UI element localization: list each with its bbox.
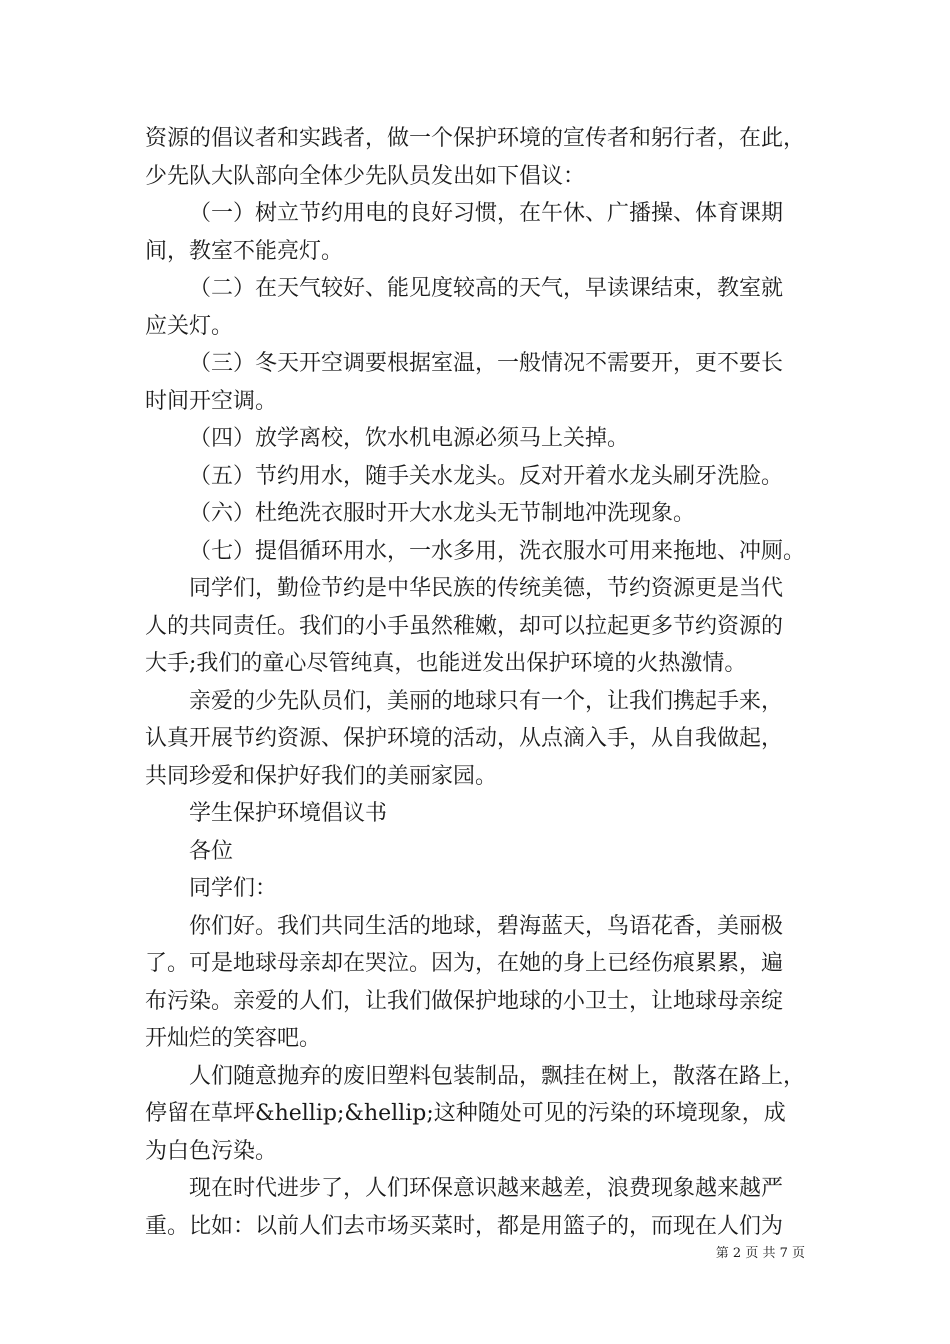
text-line: 重。比如：以前人们去市场买菜时，都是用篮子的，而现在人们为: [145, 1213, 784, 1239]
document-body: [145, 120, 815, 1245]
page-number-footer: 第 2 页 共 7 页: [715, 1246, 805, 1261]
text-line: 各位: [189, 838, 234, 864]
text-line: 时间开空调。: [145, 388, 278, 414]
text-line: 人的共同责任。我们的小手虽然稚嫩，却可以拉起更多节约资源的: [145, 613, 784, 639]
paragraph-text: [145, 120, 815, 1245]
text-line: （二）在天气较好、能见度较高的天气，早读课结束，教室就: [189, 276, 784, 301]
text-line: 少先队大队部向全体少先队员发出如下倡议：: [145, 163, 586, 189]
text-line: 共同珍爱和保护好我们的美丽家园。: [145, 763, 498, 789]
text-line: 认真开展节约资源、保护环境的活动，从点滴入手，从自我做起，: [145, 726, 784, 751]
text-line: 应关灯。: [145, 313, 234, 339]
text-line: （三）冬天开空调要根据室温，一般情况不需要开，更不要长: [189, 351, 784, 376]
text-line: 现在时代进步了，人们环保意识越来越差，浪费现象越来越严: [189, 1176, 784, 1201]
text-line: 同学们：: [189, 876, 278, 901]
text-line: （一）树立节约用电的良好习惯，在午休、广播操、体育课期: [189, 201, 784, 226]
text-line: 人们随意抛弃的废旧塑料包装制品，飘挂在树上，散落在路上，: [189, 1063, 806, 1089]
text-line: 间，教室不能亮灯。: [145, 238, 344, 264]
text-line: 同学们，勤俭节约是中华民族的传统美德，节约资源更是当代: [189, 576, 784, 601]
text-line: （四）放学离校，饮水机电源必须马上关掉。: [189, 426, 630, 451]
text-line: 停留在草坪&hellip;&hellip;这种随处可见的污染的环境现象，成: [145, 1101, 786, 1126]
text-line: （六）杜绝洗衣服时开大水龙头无节制地冲洗现象。: [189, 501, 696, 526]
text-line: 大手;我们的童心尽管纯真，也能迸发出保护环境的火热激情。: [145, 651, 747, 676]
text-line: 了。可是地球母亲却在哭泣。因为，在她的身上已经伤痕累累，遍: [145, 951, 784, 976]
text-line: （七）提倡循环用水，一水多用，洗衣服水可用来拖地、冲厕。: [189, 538, 806, 564]
text-line: 学生保护环境倡议书: [189, 801, 388, 826]
text-line: 你们好。我们共同生活的地球，碧海蓝天，鸟语花香，美丽极: [189, 913, 784, 939]
text-line: 资源的倡议者和实践者，做一个保护环境的宣传者和躬行者，在此，: [145, 126, 806, 151]
text-line: 亲爱的少先队员们，美丽的地球只有一个，让我们携起手来，: [189, 688, 784, 714]
text-line: 为白色污染。: [145, 1138, 278, 1164]
text-line: 布污染。亲爱的人们，让我们做保护地球的小卫士，让地球母亲绽: [145, 988, 784, 1014]
text-line: 开灿烂的笑容吧。: [145, 1026, 322, 1051]
text-line: （五）节约用水，随手关水龙头。反对开着水龙头刷牙洗脸。: [189, 463, 784, 489]
